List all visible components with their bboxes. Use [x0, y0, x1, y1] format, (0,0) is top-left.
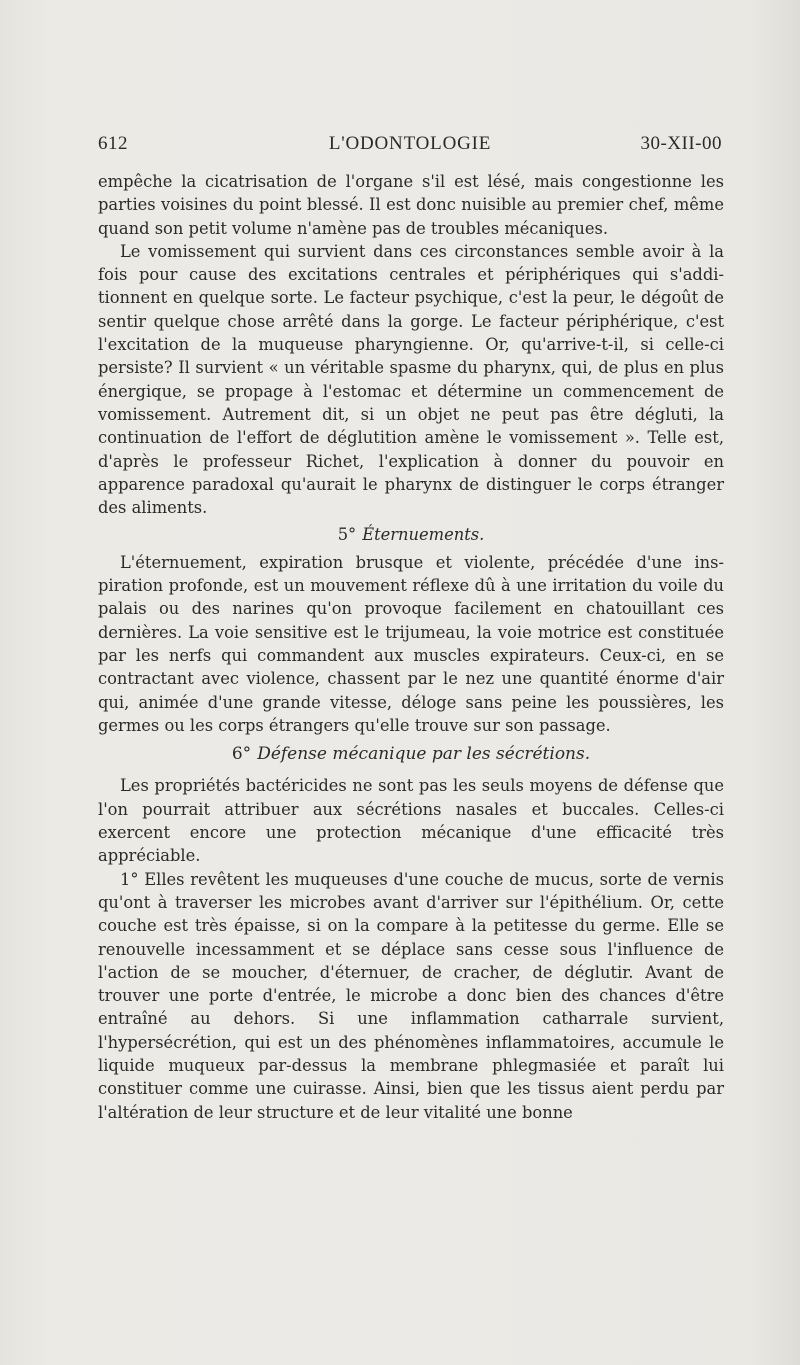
issue-date: 30-XII-00 [640, 133, 722, 154]
page-body [98, 170, 724, 1124]
paragraph-eternuement: L'éternuement, expiration brusque et violente, précédée d'une inspiration profonde, est un mouvement réflexe dû à une irritation du voile du palais ou des narines qu'on provoque facilement en chatouillant ces dernières. La voie sensitive est le trijumeau, la voie motrice est constituée par les nerfs qui commandent aux muscles expirateurs. Ceux-ci, en se contractant avec violence, chassent par le nez une quantité énorme d'air qui, animée d'une grande vitesse, déloge sans peine les poussières, les germes ou les corps étrangers qu'elle trouve sur son passage. [98, 552, 724, 735]
section-number: 6° [231, 744, 252, 765]
paragraph-vomissement: Le vomissement qui survient dans ces circonstances semble avoir à la fois pour cause des excitations centrales et périphériques qui s'additionnent en quelque sorte. Le facteur psychique, c'est la peur, le dégoût de sentir quelque chose arrêté dans la gorge. Le facteur périphérique, c'est l'excitation de la muqueuse pharyngienne. Or, qu'arrive-t-il, si celle-ci persiste? Il survient « un véritable spasme du pharynx, qui, de plus en plus énergique, se propage à l'estomac et détermine un commencement de vomissement. Autrement dit, si un objet ne peut pas être dégluti, la continuation de l'effort de déglutition amène le vomissement ». Telle est, d'après le professeur Richet, l'explication à donner du pouvoir en apparence paradoxal qu'aurait le pharynx de distinguer le corps étranger des aliments. [98, 241, 724, 518]
section-number: 5° [337, 525, 357, 545]
section-title: Défense mécanique par les sécrétions. [257, 744, 591, 765]
paragraph-mucus: 1° Elles revêtent les muqueuses d'une couche de mucus, sorte de vernis qu'ont à traverser les microbes avant d'arriver sur l'épithélium. Or, cette couche est très épaisse, si on la compare à la petitesse du germe. Elle se renouvelle incessamment et se déplace sans cesse sous l'influence de l'action de se moucher, d'éternuer, de cracher, de déglutir. Avant de trouver une porte d'entrée, le microbe a donc bien des chances d'être entraîné au dehors. Si une inflammation catharrale survient, l'hypersécrétion, qui est un des phénomènes inflammatoires, accumule le liquide muqueux par-dessus la membrane phlegmasiée et paraît lui constituer comme une cuirasse. Ainsi, bien que les tissus aient perdu par l'altération de leur structure et de leur vitalité une bonne [98, 869, 724, 1122]
running-header [98, 133, 722, 157]
paragraph-continued: empêche la cicatrisation de l'organe s'il est lésé, mais congestionne les parties voisines du point blessé. Il est donc nuisible au premier chef, même quand son petit volume n'amène pas de troubles mécaniques. [98, 172, 724, 238]
paragraph-defense: Les propriétés bactéricides ne sont pas les seuls moyens de défense que l'on pourrait attribuer aux sécrétions nasales et buccales. Celles-ci exercent encore une protection mécanique d'une efficacité très appréciable. [98, 776, 724, 866]
section-title: Éternuements. [362, 525, 485, 545]
section-heading-5 [98, 523, 724, 546]
section-heading-6 [98, 743, 724, 766]
page-number: 612 [98, 133, 128, 154]
journal-title: L'ODONTOLOGIE [328, 133, 492, 154]
